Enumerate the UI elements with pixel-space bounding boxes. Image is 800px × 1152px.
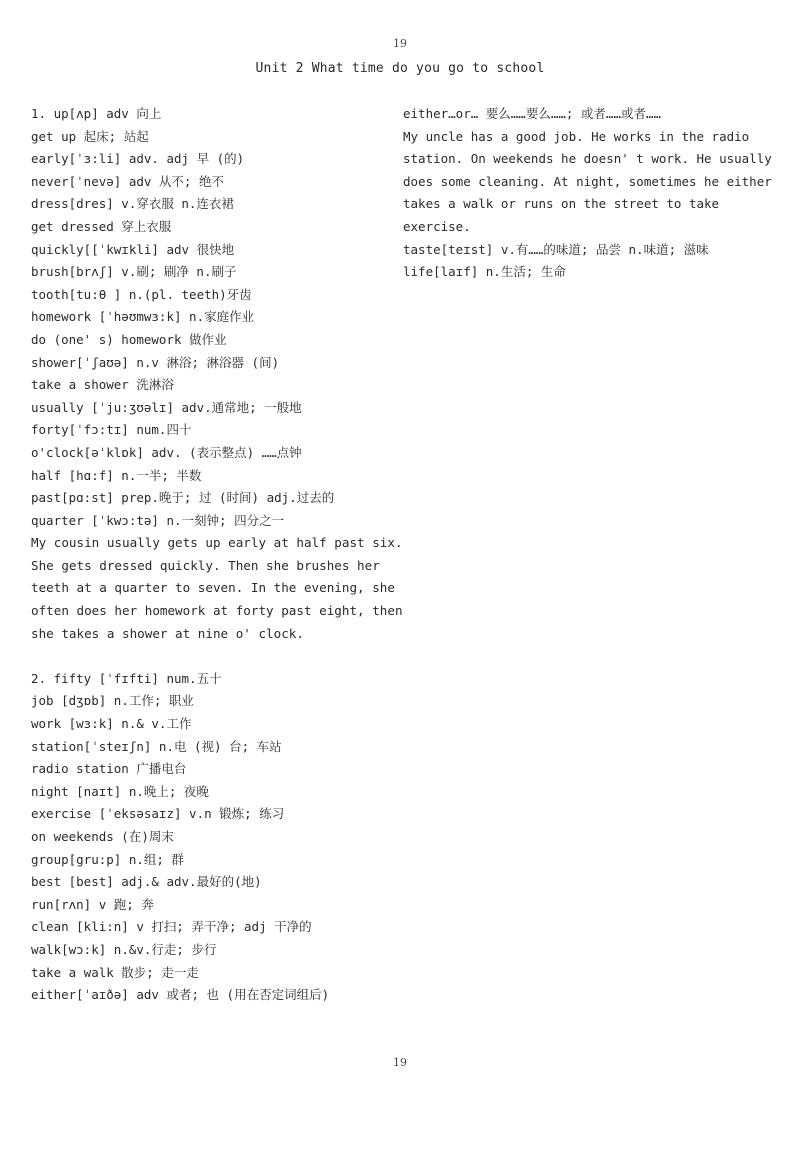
- paragraph-line: often does her homework at forty past eight, then: [31, 603, 403, 619]
- vocab-line: night [naɪt] n.晚上; 夜晚: [31, 783, 209, 799]
- page-number-bottom: 19: [393, 1056, 407, 1069]
- paragraph-line: My cousin usually gets up early at half past six.: [31, 535, 403, 551]
- paragraph-line: teeth at a quarter to seven. In the evening, she: [31, 580, 395, 596]
- vocab-line: run[rʌn] v 跑; 奔: [31, 896, 154, 912]
- vocab-line: taste[teɪst] v.有……的味道; 品尝 n.味道; 滋味: [403, 241, 709, 257]
- vocab-line: dress[dres] v.穿衣服 n.连衣裙: [31, 196, 234, 212]
- section-spacer: [31, 645, 383, 668]
- vocab-line: half [hɑ:f] n.一半; 半数: [31, 467, 202, 483]
- vocab-line: quarter [ˈkwɔ:tə] n.一刻钟; 四分之一: [31, 512, 285, 528]
- vocab-line: group[gru:p] n.组; 群: [31, 851, 184, 867]
- vocab-line: quickly[[ˈkwɪkli] adv 很快地: [31, 241, 235, 257]
- vocab-line: walk[wɔ:k] n.&v.行走; 步行: [31, 941, 217, 957]
- right-column: [403, 103, 773, 284]
- vocab-line: early[ˈɜ:li] adv. adj 早 (的): [31, 151, 245, 167]
- vocab-line: usually [ˈju:ʒʊəlɪ] adv.通常地; 一般地: [31, 399, 302, 415]
- paragraph-line: does some cleaning. At night, sometimes he either: [403, 173, 772, 189]
- vocab-line: work [wɜ:k] n.& v.工作: [31, 716, 192, 732]
- vocab-section-2: [31, 668, 383, 1007]
- left-column: [31, 103, 403, 1007]
- example-paragraph-1: [31, 532, 403, 645]
- vocab-line: o'clock[əˈklɒk] adv. (表示整点) ……点钟: [31, 444, 302, 460]
- vocab-line: either…or… 要么……要么……; 或者……或者……: [403, 106, 662, 121]
- vocab-line: get dressed 穿上衣服: [31, 218, 172, 234]
- vocab-line: either[ˈaɪðə] adv 或者; 也 (用在否定词组后): [31, 987, 330, 1003]
- vocab-line: never[ˈnevə] adv 从不; 绝不: [31, 173, 224, 189]
- vocab-line: radio station 广播电台: [31, 761, 187, 777]
- vocab-line: best [best] adj.& adv.最好的(地): [31, 874, 262, 890]
- vocab-line: 1. up[ʌp] adv 向上: [31, 106, 162, 121]
- vocab-line: clean [kli:n] v 打扫; 弄干净; adj 干净的: [31, 919, 312, 935]
- vocab-line: get up 起床; 站起: [31, 128, 149, 144]
- page-title: Unit 2 What time do you go to school: [255, 61, 545, 76]
- vocab-line: on weekends (在)周末: [31, 829, 174, 844]
- vocab-line: do (one' s) homework 做作业: [31, 331, 227, 347]
- vocab-line: tooth[tu:θ ] n.(pl. teeth)牙齿: [31, 286, 252, 302]
- page-number-top: 19: [393, 37, 407, 50]
- paragraph-line: She gets dressed quickly. Then she brushes her: [31, 557, 380, 573]
- vocab-line: 2. fifty [ˈfɪfti] num.五十: [31, 670, 222, 686]
- vocab-line: job [dʒɒb] n.工作; 职业: [31, 693, 194, 709]
- paragraph-line: takes a walk or runs on the street to take: [403, 196, 720, 212]
- vocab-line: life[laɪf] n.生活; 生命: [403, 264, 566, 280]
- vocab-line: take a shower 洗淋浴: [31, 377, 174, 393]
- vocab-line: brush[brʌʃ] v.刷; 刷净 n.刷子: [31, 264, 237, 280]
- vocab-line: forty[ˈfɔ:tɪ] num.四十: [31, 422, 192, 438]
- paragraph-line: she takes a shower at nine o' clock.: [31, 625, 304, 641]
- vocab-line: station[ˈsteɪʃn] n.电 (视) 台; 车站: [31, 738, 282, 754]
- vocab-line: past[pɑ:st] prep.晚于; 过 (时间) adj.过去的: [31, 490, 335, 506]
- paragraph-line: station. On weekends he doesn' t work. He usually: [403, 151, 772, 167]
- vocab-line: shower[ˈʃaʊə] n.v 淋浴; 淋浴器 (间): [31, 354, 280, 370]
- paragraph-line: exercise.: [403, 218, 471, 234]
- vocab-line: exercise [ˈeksəsaɪz] v.n 锻炼; 练习: [31, 806, 285, 822]
- vocab-section-1: [31, 103, 383, 532]
- vocab-line: take a walk 散步; 走一走: [31, 964, 199, 980]
- paragraph-line: My uncle has a good job. He works in the radio: [403, 128, 750, 144]
- vocab-line: homework [ˈhəʊmwɜ:k] n.家庭作业: [31, 309, 255, 325]
